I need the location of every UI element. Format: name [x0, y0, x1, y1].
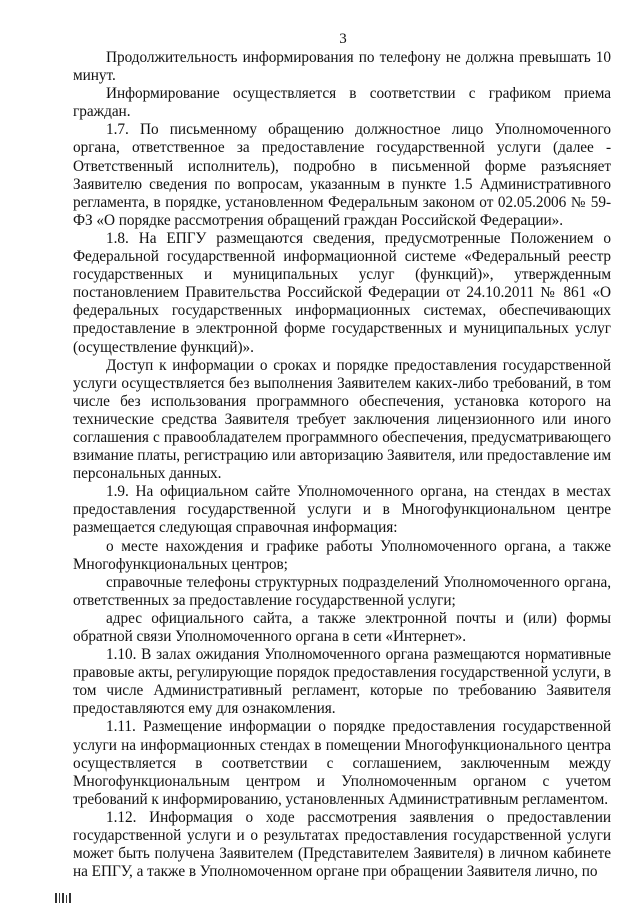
paragraph-1-10: 1.10. В залах ожидания Уполномоченного органа размещаются нормативные правовые акты, регулирующие порядок предоставления государственной услуги, в том числе Административный регламент, которые по требованию Заявителя предоставляются ему для ознакомления.	[73, 646, 611, 718]
paragraph-location-schedule: о месте нахождения и графике работы Уполномоченного органа, а также Многофункциональных центров;	[73, 537, 611, 573]
paragraph-phone-duration: Продолжительность информирования по телефону не должна превышать 10 минут.	[73, 49, 611, 85]
paragraph-1-12: 1.12. Информация о ходе рассмотрения заявления о предоставлении государственной услуги и о результатах предоставления государственной услуги может быть получена Заявителем (Представителем Заявителя) в личном кабинете на ЕПГУ, а также в Уполномоченном органе при обращении Заявителя лично, по	[73, 808, 611, 881]
scan-edge-mark	[55, 893, 79, 903]
paragraph-1-7: 1.7. По письменному обращению должностное лицо Уполномоченного органа, ответственное за предоставление государственной услуги (далее - Ответственный исполнитель), подробно в письменной форме разъясняет Заявителю сведения по вопросам, указанным в пункте 1.5 Административного регламента, в порядке, установленном Федеральным законом от 02.05.2006 № 59-ФЗ «О порядке рассмотрения обращений граждан Российской Федерации».	[73, 121, 611, 229]
paragraph-reception-schedule: Информирование осуществляется в соответствии с графиком приема граждан.	[73, 85, 611, 121]
paragraph-1-11: 1.11. Размещение информации о порядке предоставления государственной услуги на информационных стендах в помещении Многофункционального центра осуществляется в соответствии с соглашением, заключенным между Многофункциональным центром и Уполномоченным органом с учетом требований к информированию, установленных Административным регламентом.	[73, 718, 611, 808]
page-number: 3	[339, 31, 347, 47]
paragraph-1-8: 1.8. На ЕПГУ размещаются сведения, предусмотренные Положением о Федеральной государственной информационной системе «Федеральный реестр государственных и муниципальных услуг (функций)», утвержденным постановлением Правительства Российской Федерации от 24.10.2011 № 861 «О федеральных государственных информационных системах, обеспечивающих предоставление в электронной форме государственных и муниципальных услуг (осуществление функций)».	[73, 229, 611, 356]
paragraph-1-9: 1.9. На официальном сайте Уполномоченного органа, на стендах в местах предоставления государственной услуги и в Многофункциональном центре размещается следующая справочная информация:	[73, 483, 611, 537]
paragraph-website-address: адрес официального сайта, а также электронной почты и (или) формы обратной связи Уполномоченного органа в сети «Интернет».	[73, 609, 611, 645]
document-body	[73, 49, 611, 881]
paragraph-access-info: Доступ к информации о сроках и порядке предоставления государственной услуги осуществляется без выполнения Заявителем каких-либо требований, в том числе без использования программного обеспечения, установка которого на технические средства Заявителя требует заключения лицензионного или иного соглашения с правообладателем программного обеспечения, предусматривающего взимание платы, регистрацию или авторизацию Заявителя, или предоставление им персональных данных.	[73, 356, 611, 483]
paragraph-reference-phones: справочные телефоны структурных подразделений Уполномоченного органа, ответственных за предоставление государственной услуги;	[73, 573, 611, 609]
